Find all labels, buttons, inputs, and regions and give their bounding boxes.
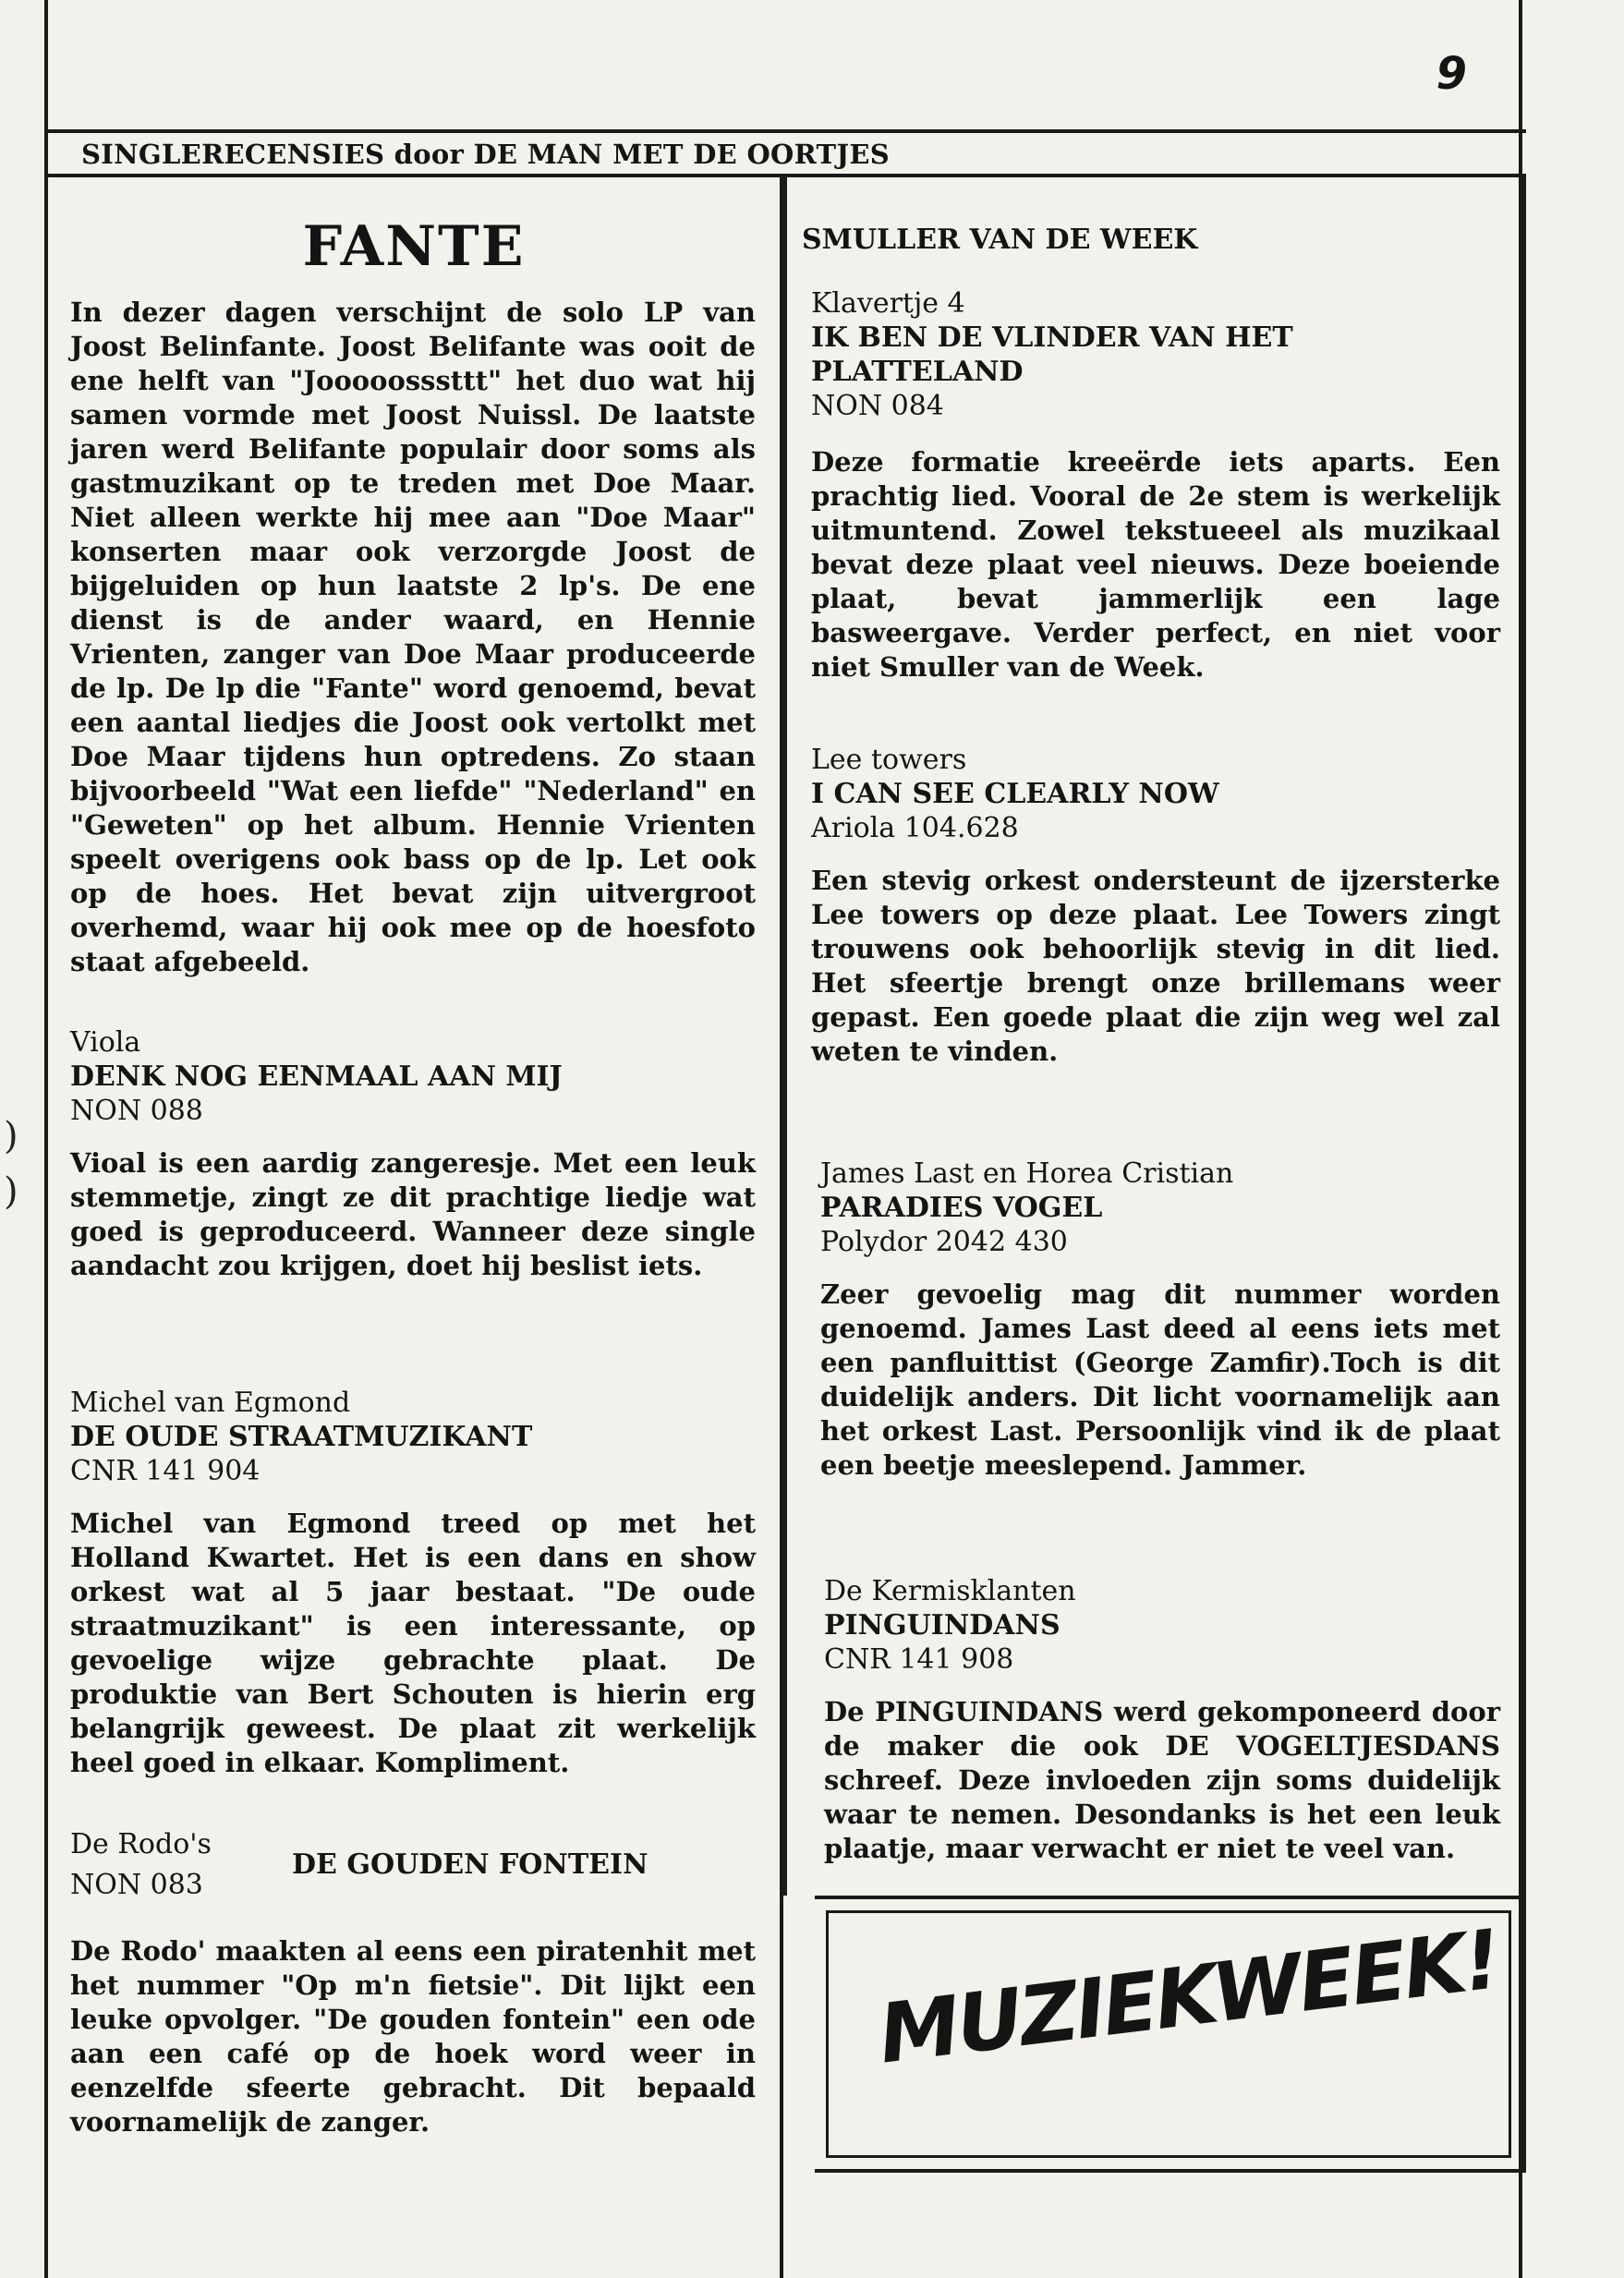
egmond-label: CNR 141 904 <box>70 1455 261 1487</box>
klavertje-text: Deze formatie kreeërde iets aparts. Een prachtig lied. Vooral de 2e stem is werkelijk uitmuntend. Zowel tekstueeel als muzikaal bevat deze plaat veel nieuws. Deze boeiende plaat, bevat jammerlijk een lage basweergave. Verder perfect, en niet voor niet Smuller van de Week. <box>811 446 1500 683</box>
viola-title: DENK NOG EENMAAL AAN MIJ <box>70 1060 563 1093</box>
muziekweek-logo: MUZIEKWEEK! <box>873 1911 1504 2082</box>
rodos-title: DE GOUDEN FONTEIN <box>292 1848 648 1881</box>
klavertje-label: NON 084 <box>811 390 944 422</box>
rodos-label: NON 083 <box>70 1869 203 1901</box>
kermis-title: PINGUINDANS <box>824 1609 1060 1642</box>
last-label: Polydor 2042 430 <box>820 1226 1068 1258</box>
kermis-text: De PINGUINDANS werd gekomponeerd door de maker die ook DE VOGELTJESDANS schreef. Deze invloeden zijn soms duidelijk waar te nemen. Desondanks is het een leuk plaatje, maar verwacht er niet te veel van. <box>824 1696 1500 1864</box>
logo-frame <box>826 1910 1511 2158</box>
rodos-review <box>70 1827 756 2139</box>
page-header <box>44 129 1526 177</box>
fante-title: FANTE <box>302 214 526 279</box>
fante-text: In dezer dagen verschijnt de solo LP van Joost Belinfante. Joost Belifante was ooit de ene helft van "Jooooosssttt" het duo wat hij samen vormde met Joost Nuissl. De laatste jaren werd Belifante populair door soms als gastmuzikant op te treden met Doe Maar. Niet alleen werkte hij mee aan "Doe Maar" konserten maar ook verzorgde Joost de bijgeluiden op hun laatste 2 lp's. De ene dienst is de ander waard, en Hennie Vrienten, zanger van Doe Maar produceerde de lp. De lp die "Fante" word genoemd, bevat een aantal liedjes die Joost ook vertolkt met Doe Maar tijdens hun optredens. Zo staan bijvoorbeeld "Wat een liefde" "Nederland" en "Geweten" op het album. Hennie Vrienten speelt overigens ook bass op de lp. Let ook op de hoes. Het bevat zijn uitvergroot overhemd, waar hij ook mee op de hoesfoto staat afgebeeld. <box>70 297 756 977</box>
egmond-review <box>70 1386 756 1780</box>
towers-text: Een stevig orkest ondersteunt de ijzersterke Lee towers op deze plaat. Lee Towers zingt trouwens ook behoorlijk stevig in dit lied. Het sfeertje brengt onze brillemans weer gepast. Een goede plaat die zijn weg wel zal weten te vinden. <box>811 865 1500 1067</box>
towers-artist: Lee towers <box>811 744 967 776</box>
binding-marks: ) ) <box>4 1115 18 1213</box>
viola-label: NON 088 <box>70 1095 203 1127</box>
last-review <box>820 1157 1500 1483</box>
rodos-text: De Rodo' maakten al eens een piratenhit met het nummer "Op m'n fietsie". Dit lijkt een leuke opvolger. "De gouden fontein" een ode aan een café op de hoek word weer in eenzelfde sfeerte gebracht. Dit bepaald voornamelijk de zanger. <box>70 1935 756 2138</box>
egmond-text: Michel van Egmond treed op met het Holland Kwartet. Het is een dans en show orkest wat al 5 jaar bestaat. "De oude straatmuzikant" is een interessante, op gevoelige wijze gebrachte plaat. De produktie van Bert Schouten is hierin erg belangrijk geweest. De plaat zit werkelijk heel goed in elkaar. Kompliment. <box>70 1508 756 1778</box>
klavertje-artist: Klavertje 4 <box>811 287 965 320</box>
rodos-artist: De Rodo's <box>70 1828 212 1860</box>
viola-text: Vioal is een aardig zangeresje. Met een leuk stemmetje, zingt ze dit prachtige liedje wat goed is geproduceerd. Wanneer deze single aandacht zou krijgen, doet hij beslist iets. <box>70 1147 756 1281</box>
kermis-label: CNR 141 908 <box>824 1643 1014 1676</box>
egmond-title: DE OUDE STRAATMUZIKANT <box>70 1421 533 1453</box>
fante-review <box>70 296 756 979</box>
right-column <box>783 177 1526 1896</box>
towers-review <box>811 743 1500 1069</box>
column-divider <box>783 177 787 1896</box>
klavertje-review <box>811 286 1500 685</box>
last-artist: James Last en Horea Cristian <box>820 1157 1234 1190</box>
last-text: Zeer gevoelig mag dit nummer worden genoemd. James Last deed al eens iets met een panfluittist (George Zamfir).Toch is dit duidelijk anders. Dit licht voornamelijk aan het orkest Last. Persoonlijk vind ik de plaat een beetje meeslepend. Jammer. <box>820 1278 1500 1481</box>
klavertje-title: IK BEN DE VLINDER VAN HET PLATTELAND <box>811 321 1293 388</box>
kermis-artist: De Kermisklanten <box>824 1575 1076 1607</box>
towers-label: Ariola 104.628 <box>811 812 1019 844</box>
left-column <box>44 177 783 2278</box>
muziekweek-logo-box <box>815 1896 1526 2173</box>
header-title: SINGLERECENSIES door DE MAN MET DE OORTJES <box>81 139 891 170</box>
viola-artist: Viola <box>70 1026 141 1059</box>
towers-title: I CAN SEE CLEARLY NOW <box>811 778 1219 810</box>
page-number: 9 <box>1436 48 1467 100</box>
smuller-heading: SMULLER VAN DE WEEK <box>802 224 1198 256</box>
viola-review <box>70 1025 756 1283</box>
kermis-review <box>824 1574 1500 1866</box>
egmond-artist: Michel van Egmond <box>70 1387 351 1419</box>
last-title: PARADIES VOGEL <box>820 1192 1103 1224</box>
